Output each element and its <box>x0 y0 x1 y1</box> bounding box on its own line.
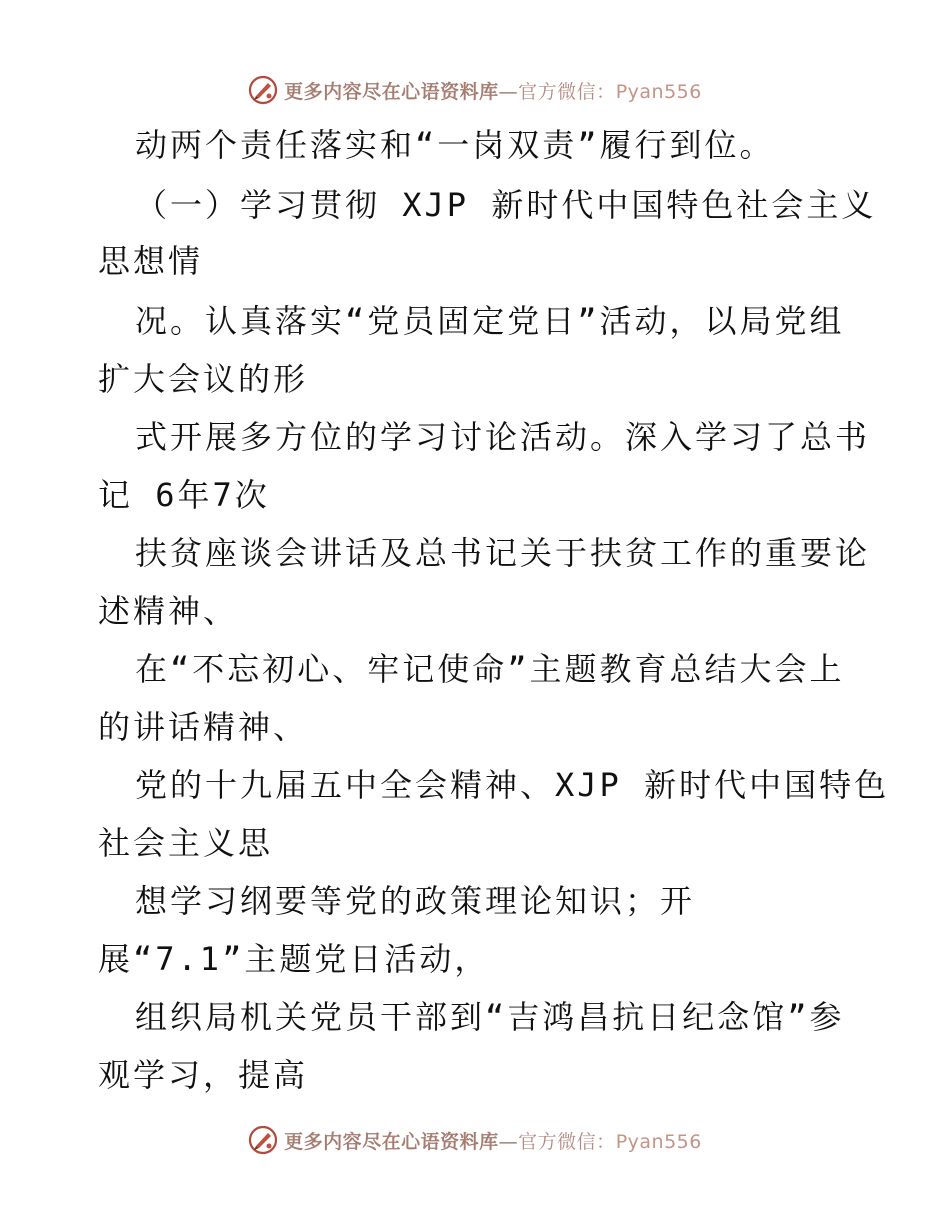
section-heading: （一）学习贯彻 XJP 新时代中国特色社会主义 <box>135 186 877 224</box>
body-line: 思想情 <box>98 242 204 280</box>
watermark-brand-text: 更多内容尽在心语资料库 <box>284 1130 499 1153</box>
body-line: 扶贫座谈会讲话及总书记关于扶贫工作的重要论 <box>135 534 871 572</box>
body-line: 观学习，提高 <box>98 1056 309 1094</box>
quill-pen-seal-icon <box>248 75 278 105</box>
watermark-wechat-label: 官方微信： <box>518 80 616 103</box>
body-line: 式开展多方位的学习讨论活动。深入学习了总书 <box>135 418 871 456</box>
body-line: 在“不忘初心、牢记使命”主题教育总结大会上 <box>135 650 845 688</box>
watermark-brand-text: 更多内容尽在心语资料库 <box>284 80 499 103</box>
footer-watermark <box>0 1123 950 1157</box>
body-line: 的讲话精神、 <box>98 708 309 746</box>
body-line: 展“7.1”主题党日活动， <box>98 940 490 978</box>
quill-pen-seal-icon <box>248 1125 278 1155</box>
watermark-account: Pyan556 <box>615 1130 702 1153</box>
body-line: 动两个责任落实和“一岗双责”履行到位。 <box>135 126 775 164</box>
body-line: 记 6年7次 <box>98 476 270 514</box>
body-line: 社会主义思 <box>98 824 274 862</box>
body-line: 述精神、 <box>98 592 239 630</box>
watermark-wechat-label: 官方微信： <box>518 1130 616 1153</box>
watermark-account: Pyan556 <box>615 80 702 103</box>
watermark-separator: — <box>498 80 519 103</box>
body-line: 况。认真落实“党员固定党日”活动，以局党组 <box>135 302 845 340</box>
header-watermark <box>0 73 950 107</box>
body-line: 扩大会议的形 <box>98 360 309 398</box>
body-line: 组织局机关党员干部到“吉鸿昌抗日纪念馆”参 <box>135 998 845 1036</box>
watermark-separator: — <box>498 1130 519 1153</box>
body-line: 想学习纲要等党的政策理论知识；开 <box>135 882 696 920</box>
body-line: 党的十九届五中全会精神、XJP 新时代中国特色 <box>135 766 890 804</box>
